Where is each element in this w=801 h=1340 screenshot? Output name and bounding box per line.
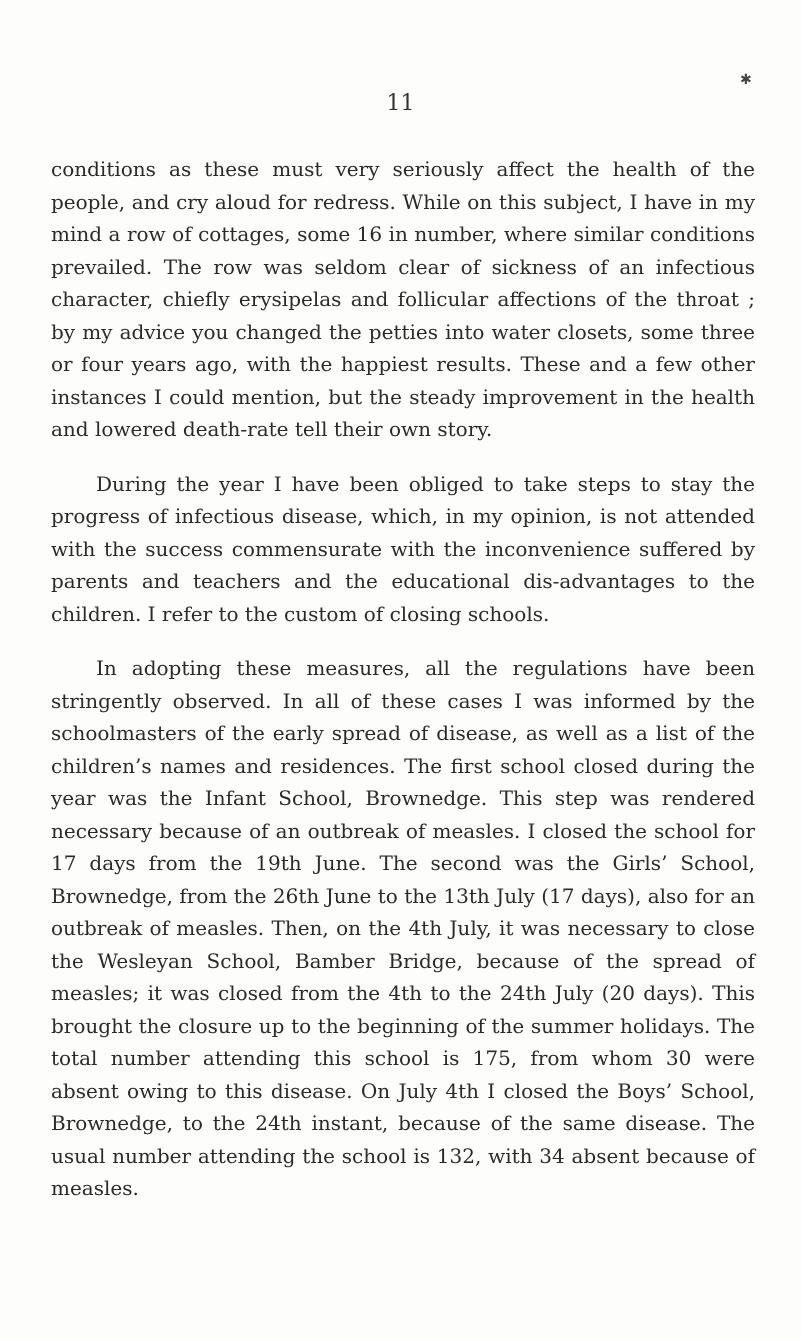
corner-mark: ✱ bbox=[740, 72, 752, 88]
paragraph-1: conditions as these must very seriously affect the health of the people, and cry aloud for redress. While on this subject, I have in my mind a row of cottages, some 16 in number, where similar conditions prevailed. The row was seldom clear of sickness of an infectious character, chiefly erysipelas and follicular affections of the throat ; by my advice you changed the petties into water closets, some three or four years ago, with the happiest results. These and a few other instances I could mention, but the steady improvement in the health and lowered death-rate tell their own story. bbox=[51, 157, 755, 441]
paragraph-3: In adopting these measures, all the regulations have been stringently observed. In all of these cases I was informed by the schoolmasters of the early spread of disease, as well as a list of the children’s names and residences. The first school closed during the year was the Infant School, Brownedge. This step was rendered necessary because of an outbreak of measles. I closed the school for 17 days from the 19th June. The second was the Girls’ School, Brownedge, from the 26th June to the 13th July (17 days), also for an outbreak of measles. Then, on the 4th July, it was necessary to close the Wesleyan School, Bamber Bridge, because of the spread of measles; it was closed from the 4th to the 24th July (20 days). This brought the closure up to the beginning of the summer holidays. The total number attending this school is 175, from whom 30 were absent owing to this disease. On July 4th I closed the Boys’ School, Brownedge, to the 24th instant, because of the same disease. The usual number attending the school is 132, with 34 absent because of measles. bbox=[51, 656, 755, 1200]
page-number: 11 bbox=[386, 91, 415, 116]
body-text bbox=[51, 153, 755, 1205]
paragraph-2: During the year I have been obliged to take steps to stay the progress of infectious disease, which, in my opinion, is not attended with the success commensurate with the inconvenience suffered by parents and teachers and the educational dis-advantages to the children. I refer to the custom of closing schools. bbox=[51, 471, 755, 626]
